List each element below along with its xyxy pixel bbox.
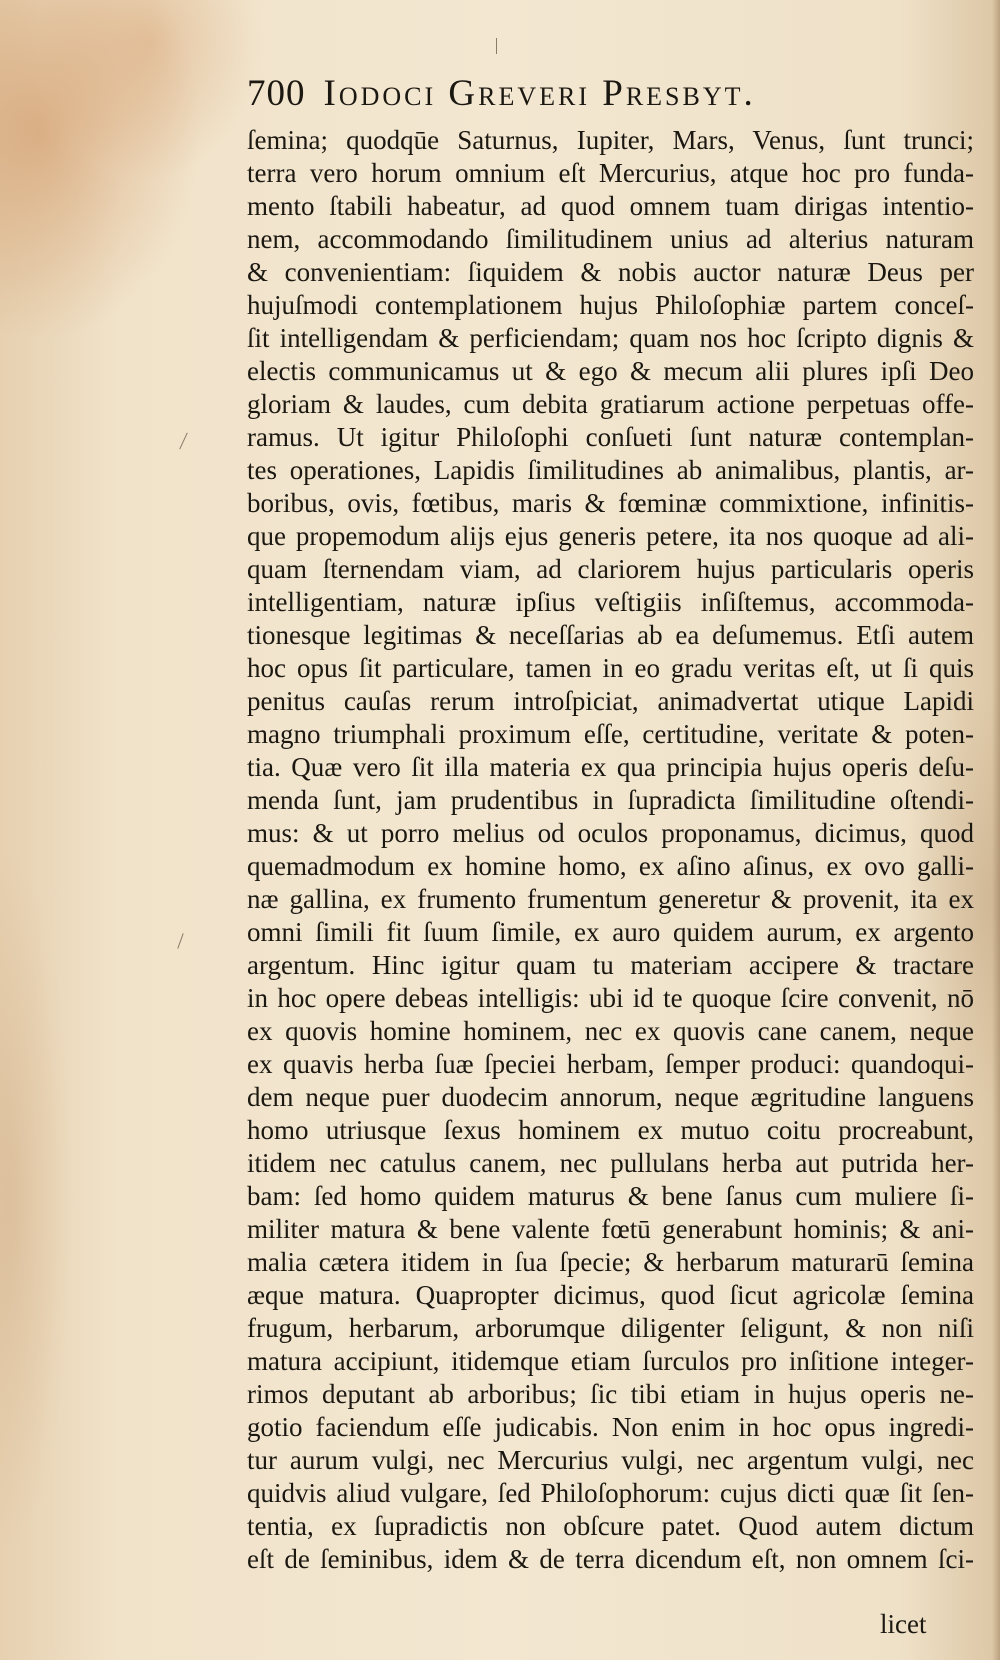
text-line: ex quavis herba ſuæ ſpeciei herbam, ſemper produci: quandoqui- xyxy=(247,1049,974,1079)
text-line: boribus, ovis, fœtibus, maris & fœminæ commixtione, infinitis- xyxy=(247,488,974,518)
text-line: ex quovis homine hominem, nec ex quovis cane canem, neque xyxy=(247,1016,974,1046)
text-line: argentum. Hinc igitur quam tu materiam accipere & tractare xyxy=(247,950,974,980)
text-line: tia. Quæ vero ſit illa materia ex qua principia hujus operis deſu- xyxy=(247,752,974,782)
body-text xyxy=(247,124,974,1576)
text-line: & convenientiam: ſiquidem & nobis auctor naturæ Deus per xyxy=(247,257,974,287)
text-line: matura accipiunt, itidemque etiam ſurculos pro inſitione integer- xyxy=(247,1346,974,1376)
text-line: itidem nec catulus canem, nec pullulans herba aut putrida her- xyxy=(247,1148,974,1178)
text-line: næ gallina, ex frumento frumentum generetur & provenit, ita ex xyxy=(247,884,974,914)
page-number: 700 xyxy=(247,73,306,114)
margin-mark xyxy=(179,433,188,450)
text-line: penitus cauſas rerum introſpiciat, animadvertat utique Lapidi xyxy=(247,686,974,716)
text-line: mus: & ut porro melius od oculos proponamus, dicimus, quod xyxy=(247,818,974,848)
text-line: ramus. Ut igitur Philoſophi conſueti ſunt naturæ contemplan- xyxy=(247,422,974,452)
text-line: dem neque puer duodecim annorum, neque ægritudine languens xyxy=(247,1082,974,1112)
text-line: homo utriusque ſexus hominem ex mutuo coitu procreabunt, xyxy=(247,1115,974,1145)
text-line: malia cætera itidem in ſua ſpecie; & herbarum maturarū ſemina xyxy=(247,1247,974,1277)
text-line: æque matura. Quapropter dicimus, quod ſicut agricolæ ſemina xyxy=(247,1280,974,1310)
catchword: licet xyxy=(880,1609,927,1639)
text-line: hujuſmodi contemplationem hujus Philoſophiæ partem conceſ- xyxy=(247,290,974,320)
text-line: hoc opus ſit particulare, tamen in eo gradu veritas eſt, ut ſi quis xyxy=(247,653,974,683)
page-edge-shadow xyxy=(992,0,1000,1660)
text-line: tionesque legitimas & neceſſarias ab ea deſumemus. Etſi autem xyxy=(247,620,974,650)
running-head xyxy=(247,72,887,126)
text-line: ſit intelligendam & perficiendam; quam nos hoc ſcripto dignis & xyxy=(247,323,974,353)
text-line: tes operationes, Lapidis ſimilitudines ab animalibus, plantis, ar- xyxy=(247,455,974,485)
text-line: eſt de ſeminibus, idem & de terra dicendum eſt, non omnem ſci- xyxy=(247,1544,974,1574)
margin-mark xyxy=(177,933,183,948)
text-line: terra vero horum omnium eſt Mercurius, atque hoc pro funda- xyxy=(247,158,974,188)
text-line: magno triumphali proximum eſſe, certitudine, veritate & poten- xyxy=(247,719,974,749)
text-line: que propemodum alijs ejus generis petere, ita nos quoque ad ali- xyxy=(247,521,974,551)
text-line: militer matura & bene valente fœtū generabunt hominis; & ani- xyxy=(247,1214,974,1244)
text-line: quam ſternendam viam, ad clariorem hujus particularis operis xyxy=(247,554,974,584)
running-head-title: Iodoci Greveri Presbyt. xyxy=(323,73,756,114)
text-line: quidvis aliud vulgare, ſed Philoſophorum: cujus dicti quæ ſit ſen- xyxy=(247,1478,974,1508)
text-line: menda ſunt, jam prudentibus in ſupradicta ſimilitudine oſtendi- xyxy=(247,785,974,815)
text-line: in hoc opere debeas intelligis: ubi id te quoque ſcire convenit, nō xyxy=(247,983,974,1013)
text-line: electis communicamus ut & ego & mecum alii plures ipſi Deo xyxy=(247,356,974,386)
text-line: quemadmodum ex homine homo, ex aſino aſinus, ex ovo galli- xyxy=(247,851,974,881)
text-line: omni ſimili fit ſuum ſimile, ex auro quidem aurum, ex argento xyxy=(247,917,974,947)
text-line: mento ſtabili habeatur, ad quod omnem tuam dirigas intentio- xyxy=(247,191,974,221)
margin-mark xyxy=(496,38,497,54)
text-line: ſemina; quodqūe Saturnus, Iupiter, Mars, Venus, ſunt trunci; xyxy=(247,125,974,155)
text-line: gloriam & laudes, cum debita gratiarum actione perpetuas offe- xyxy=(247,389,974,419)
text-line: tur aurum vulgi, nec Mercurius vulgi, nec argentum vulgi, nec xyxy=(247,1445,974,1475)
text-line: tentia, ex ſupradictis non obſcure patet. Quod autem dictum xyxy=(247,1511,974,1541)
text-line: gotio faciendum eſſe judicabis. Non enim in hoc opus ingredi- xyxy=(247,1412,974,1442)
text-line: nem, accommodando ſimilitudinem unius ad alterius naturam xyxy=(247,224,974,254)
text-line: rimos deputant ab arboribus; ſic tibi etiam in hujus operis ne- xyxy=(247,1379,974,1409)
text-line: frugum, herbarum, arborumque diligenter ſeligunt, & non niſi xyxy=(247,1313,974,1343)
text-line: intelligentiam, naturæ ipſius veſtigiis inſiſtemus, accommoda- xyxy=(247,587,974,617)
text-line: bam: ſed homo quidem maturus & bene ſanus cum muliere ſi- xyxy=(247,1181,974,1211)
